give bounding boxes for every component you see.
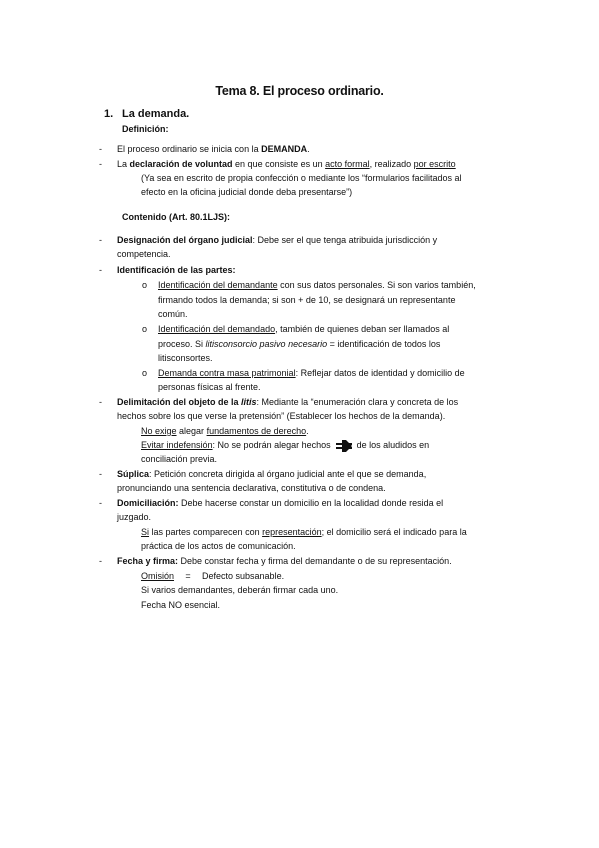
bullet-circle: o: [142, 280, 148, 290]
domiciliacion-line-2: juzgado.: [117, 512, 152, 522]
domiciliacion-line-3: Si las partes comparecen con representación; el domicilio será el indicado para la: [141, 527, 467, 537]
delimitacion-line-4: Evitar indefensión: No se podrán alegar hechos de los aludidos en: [141, 440, 430, 450]
bullet-dash: -: [99, 144, 102, 154]
bullet-circle: o: [142, 324, 148, 334]
demandado-line-2: proceso. Si litisconsorcio pasivo necesario = identificación de todos los: [158, 339, 441, 349]
contenido-heading: Contenido (Art. 80.1LJS):: [122, 212, 231, 222]
domiciliacion-line-1: Domiciliación: Debe hacerse constar un domicilio en la localidad donde resida el: [117, 498, 444, 508]
page-title: Tema 8. El proceso ordinario.: [215, 84, 384, 98]
bullet-dash: -: [99, 498, 102, 508]
demandado-line-3: litisconsortes.: [158, 353, 213, 363]
fecha-line-3: Si varios demandantes, deberán firmar cada uno.: [141, 585, 339, 595]
fecha-line-1: Fecha y firma: Debe constar fecha y firma del demandante o de su representación.: [117, 556, 452, 566]
bullet-dash: -: [99, 159, 102, 169]
section-number: 1.: [104, 108, 114, 120]
suplica-line-1: Súplica: Petición concreta dirigida al órgano judicial ante el que se demanda,: [117, 469, 427, 479]
fecha-line-2: Omisión = Defecto subsanable.: [141, 571, 285, 581]
suplica-line-2: pronunciando una sentencia declarativa, constitutiva o de condena.: [117, 483, 386, 493]
delimitacion-line-1: Delimitación del objeto de la litis: Mediante la “enumeración clara y concreta de los: [117, 397, 459, 407]
delimitacion-line-5: conciliación previa.: [141, 454, 218, 464]
designacion-line-1: Designación del órgano judicial: Debe ser el que tenga atribuida jurisdicción y: [117, 235, 438, 245]
bullet-circle: o: [142, 368, 148, 378]
bullet-dash: -: [99, 235, 102, 245]
definicion-note-line-2: efecto en la oficina judicial donde deba presentarse”): [141, 187, 353, 197]
identificacion-heading: Identificación de las partes:: [117, 265, 236, 275]
section-title: La demanda.: [122, 108, 190, 120]
fecha-line-4: Fecha NO esencial.: [141, 600, 221, 610]
demandante-line-2: firmando todos la demanda; si son + de 10, se designará un representante: [158, 295, 456, 305]
definicion-item-2: La declaración de voluntad en que consiste es un acto formal, realizado por escrito: [117, 159, 456, 169]
not-equal-arrow-icon: [335, 440, 353, 452]
masa-line-1: Demanda contra masa patrimonial: Reflejar datos de identidad y domicilio de: [158, 368, 465, 378]
bullet-dash: -: [99, 265, 102, 275]
bullet-dash: -: [99, 397, 102, 407]
delimitacion-line-2: hechos sobre los que verse la pretensión” (Establecer los hechos de la demanda).: [117, 411, 446, 421]
definicion-item-1: El proceso ordinario se inicia con la DEMANDA.: [117, 144, 310, 154]
masa-line-2: personas físicas al frente.: [158, 382, 261, 392]
designacion-line-2: competencia.: [117, 249, 171, 259]
delimitacion-line-3: No exige alegar fundamentos de derecho.: [141, 426, 309, 436]
definicion-heading: Definición:: [122, 124, 169, 134]
bullet-dash: -: [99, 469, 102, 479]
demandante-line-3: común.: [158, 309, 188, 319]
demandado-line-1: Identificación del demandado, también de quienes deban ser llamados al: [158, 324, 450, 334]
definicion-note-line-1: (Ya sea en escrito de propia confección o mediante los “formularios facilitados al: [141, 173, 462, 183]
bullet-dash: -: [99, 556, 102, 566]
domiciliacion-line-4: práctica de los actos de comunicación.: [141, 541, 296, 551]
section-heading: [104, 108, 189, 120]
demandante-line-1: Identificación del demandante con sus datos personales. Si son varios también,: [158, 280, 476, 290]
